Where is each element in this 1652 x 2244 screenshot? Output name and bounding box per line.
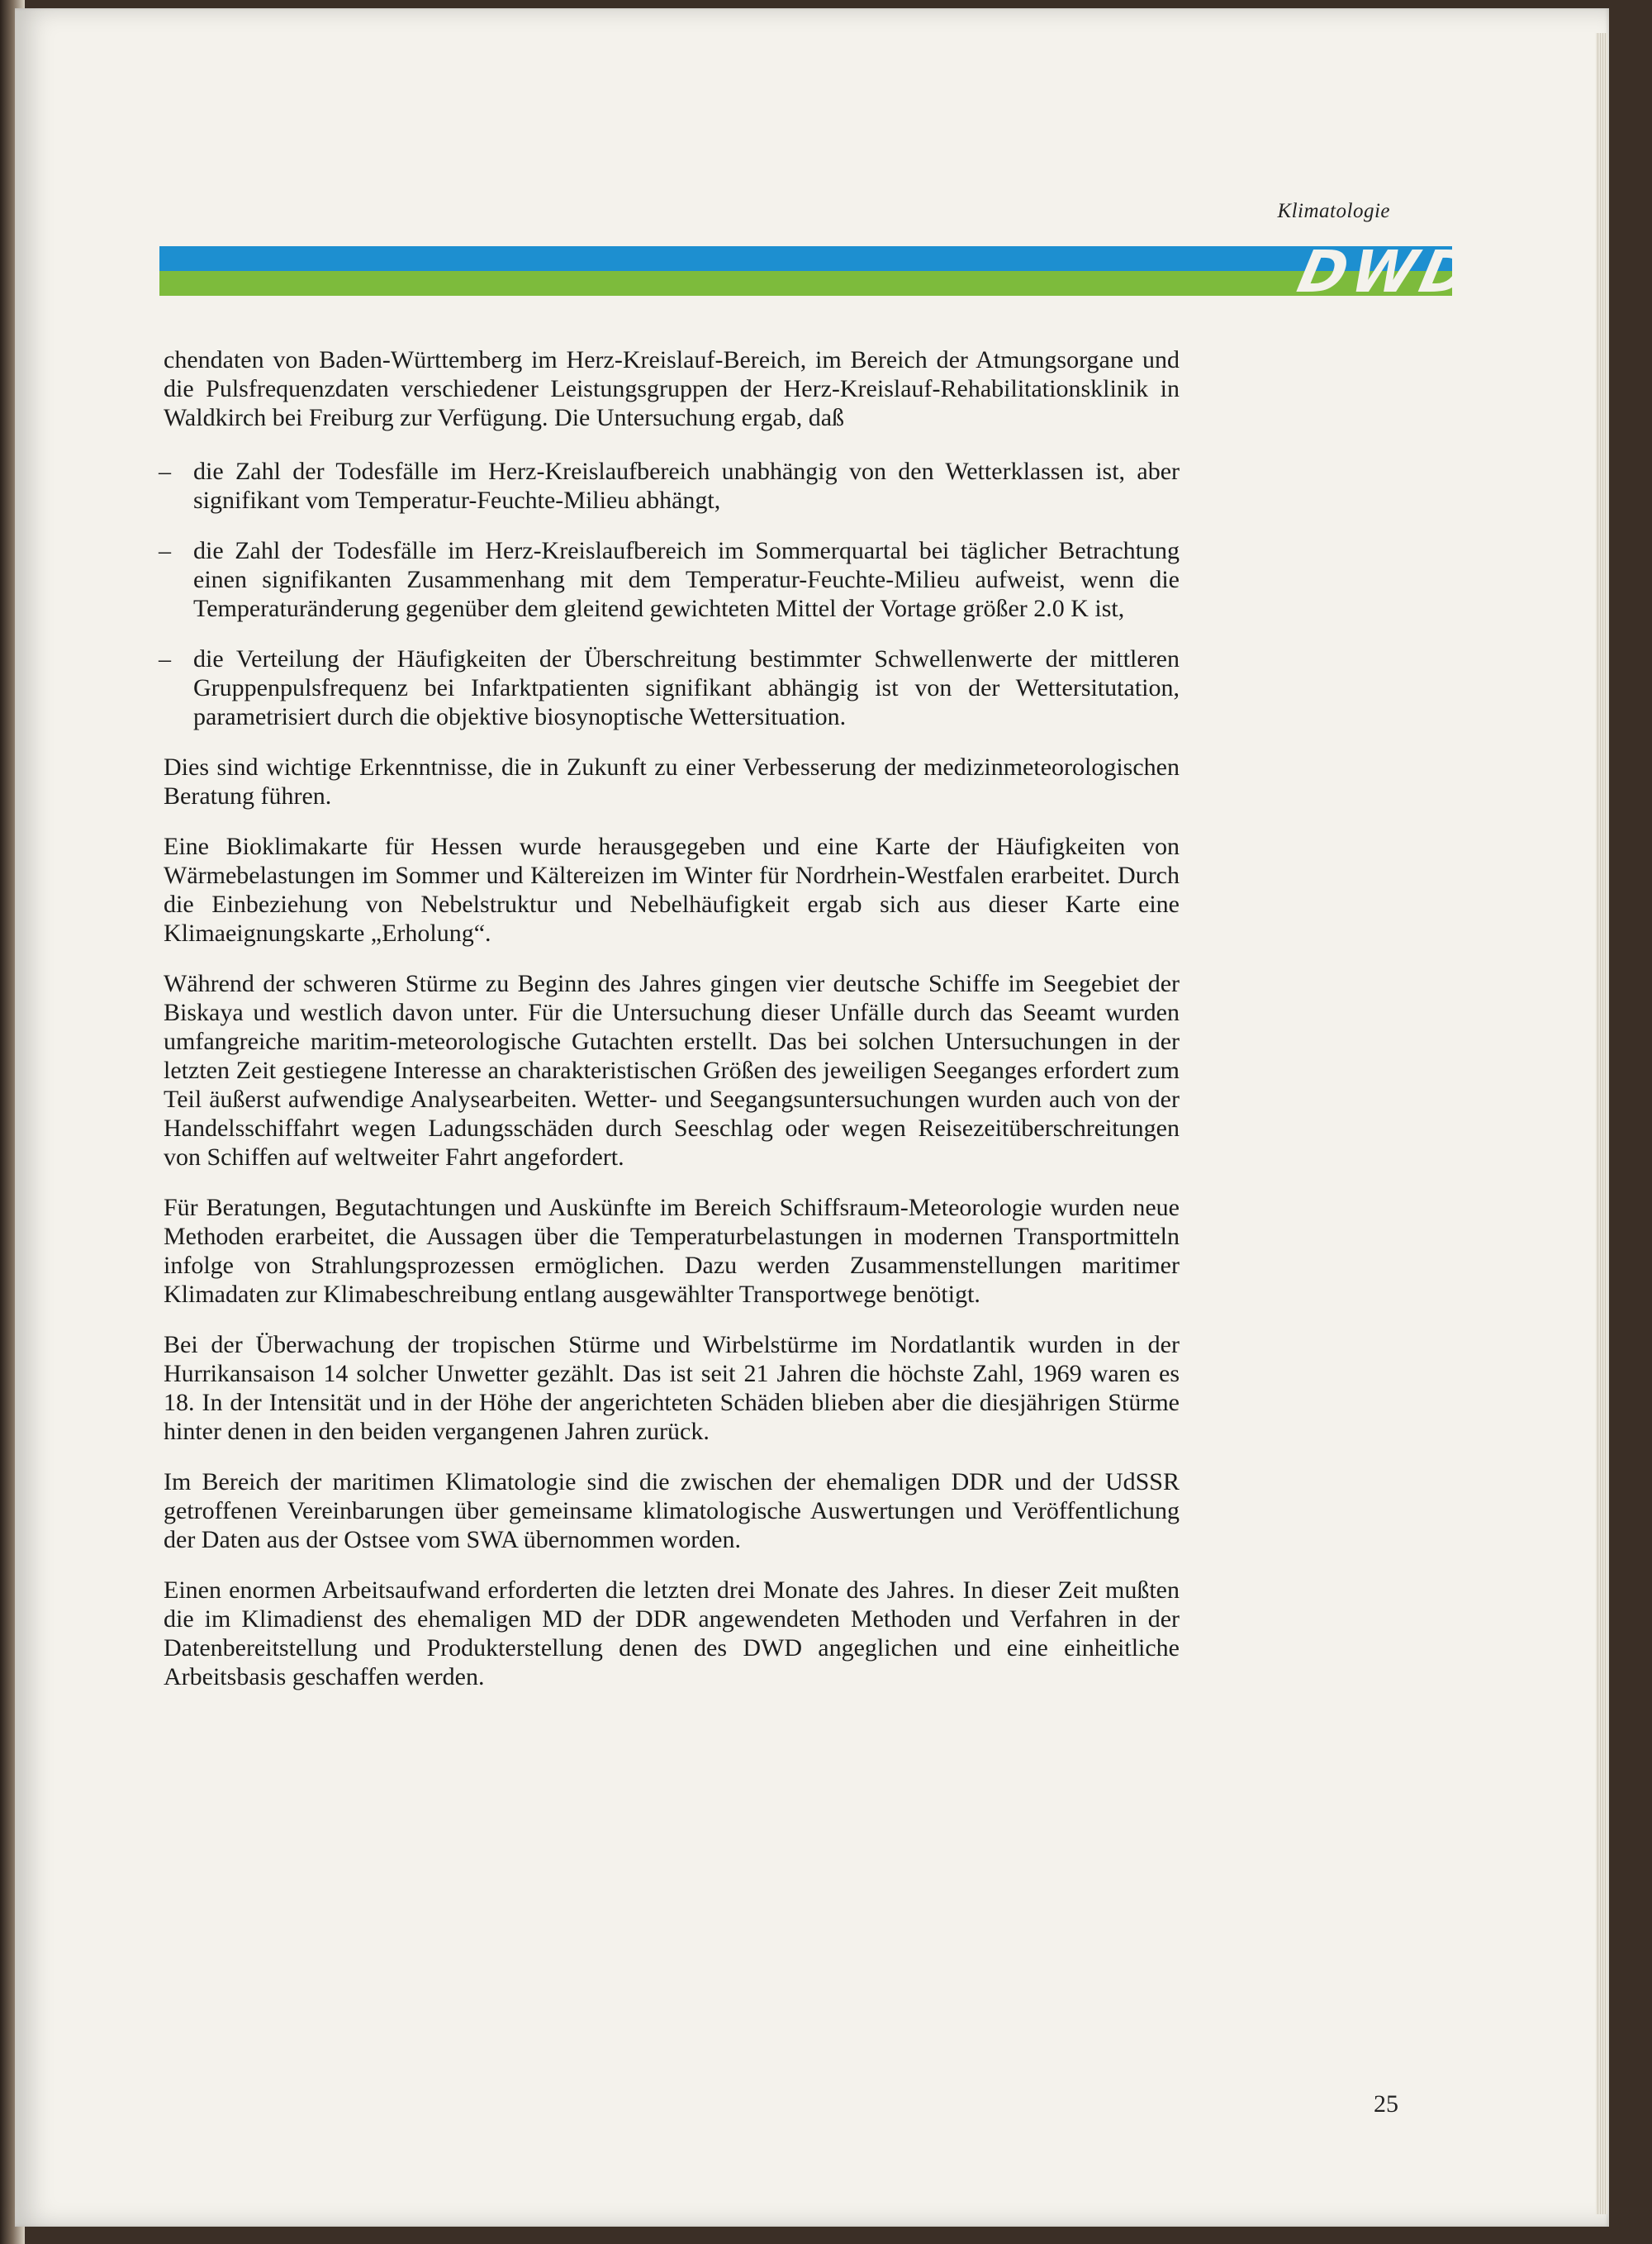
dwd-logo: DWD	[1292, 238, 1482, 306]
header-stripe	[159, 238, 1482, 306]
book-page	[15, 8, 1609, 2227]
body-paragraph: Dies sind wichtige Erkenntnisse, die in Zukunft zu einer Verbesserung der medizinmeteorologischen Beratung führen.	[164, 754, 1180, 810]
bullet-text: die Zahl der Todesfälle im Herz-Kreislaufbereich im Sommerquartal bei täglicher Betrachtung einen signifikanten Zusammenhang mit dem Temperatur-Feuchte-Milieu aufweist, wenn die Temperaturänderung gegenüber dem gleitend gewichteten Mittel der Vortage größer 2.0 K ist,	[193, 537, 1180, 622]
bullet-text: die Verteilung der Häufigkeiten der Überschreitung bestimmter Schwellenwerte der mittleren Gruppenpulsfrequenz bei Infarktpatienten signifikant abhängig ist von der Wettersitutation, parametrisiert durch die objektive biosynoptische Wettersituation.	[193, 645, 1180, 730]
body-paragraph: Einen enormen Arbeitsaufwand erforderten die letzten drei Monate des Jahres. In dieser Zeit mußten die im Klimadienst des ehemaligen MD der DDR angewendeten Methoden und Verfahren in der Datenbereitstellung und Produkterstellung denen des DWD angeglichen und eine einheitliche Arbeitsbasis geschaffen werden.	[164, 1576, 1180, 1690]
green-band	[159, 271, 1452, 296]
page-number: 25	[1374, 2090, 1398, 2118]
bullet-text: die Zahl der Todesfälle im Herz-Kreislaufbereich unabhängig von den Wetterklassen ist, aber signifikant vom Temperatur-Feuchte-Milieu abhängt,	[193, 458, 1180, 514]
body-paragraph: Bei der Überwachung der tropischen Stürme und Wirbelstürme im Nordatlantik wurden in der Hurrikansaison 14 solcher Unwetter gezählt. Das ist seit 21 Jahren die höchste Zahl, 1969 waren es 18. In der Intensität und in der Höhe der angerichteten Schäden blieben aber die diesjährigen Stürme hinter denen in den beiden vergangenen Jahren zurück.	[164, 1331, 1180, 1445]
section-title: Klimatologie	[1277, 200, 1390, 222]
body-paragraph: Für Beratungen, Begutachtungen und Auskünfte im Bereich Schiffsraum-Meteorologie wurden neue Methoden erarbeitet, die Aussagen über die Temperaturbelastungen in modernen Transportmitteln infolge von Strahlungsprozessen ermöglichen. Dazu werden Zusammenstellungen maritimer Klimadaten zur Klimabeschreibung entlang ausgewählter Transportwege benötigt.	[164, 1194, 1180, 1308]
page-content	[159, 345, 1180, 1713]
page-stack-edge	[1596, 33, 1607, 2214]
blue-band	[159, 246, 1452, 271]
bullet-dash: –	[159, 458, 171, 485]
body-paragraph: Eine Bioklimakarte für Hessen wurde herausgegeben und eine Karte der Häufigkeiten von Wärmebelastungen im Sommer und Kältereizen im Winter für Nordrhein-Westfalen erarbeitet. Durch die Einbeziehung von Nebelstruktur und Nebelhäufigkeit ergab sich aus dieser Karte eine Klimaeignungskarte „Erholung“.	[164, 833, 1180, 947]
bullet-item	[159, 457, 1180, 515]
body-paragraph: Im Bereich der maritimen Klimatologie sind die zwischen der ehemaligen DDR und der UdSSR getroffenen Vereinbarungen über gemeinsame klimatologische Auswertungen und Veröffentlichung der Daten aus der Ostsee vom SWA übernommen worden.	[164, 1468, 1180, 1553]
intro-paragraph: chendaten von Baden-Württemberg im Herz-Kreislauf-Bereich, im Bereich der Atmungsorgane und die Pulsfrequenzdaten verschiedener Leistungsgruppen der Herz-Kreislauf-Rehabilitationsklinik in Waldkirch bei Freiburg zur Verfügung. Die Untersuchung ergab, daß	[164, 346, 1180, 431]
bullet-dash: –	[159, 537, 171, 564]
body-paragraph: Während der schweren Stürme zu Beginn des Jahres gingen vier deutsche Schiffe im Seegebiet der Biskaya und westlich davon unter. Für die Untersuchung dieser Unfälle durch das Seeamt wurden umfangreiche maritim-meteorologische Gutachten erstellt. Das bei solchen Untersuchungen in der letzten Zeit gestiegene Interesse an charakteristischen Größen des jeweiligen Seeganges erfordert zum Teil äußerst aufwendige Analysearbeiten. Wetter- und Seegangsuntersuchungen wurden auch von der Handelsschiffahrt wegen Ladungsschäden durch Seeschlag oder wegen Reisezeitüberschreitungen von Schiffen auf weltweiter Fahrt angefordert.	[164, 970, 1180, 1171]
bullet-item	[159, 536, 1180, 623]
bullet-dash: –	[159, 645, 171, 673]
bullet-item	[159, 644, 1180, 731]
